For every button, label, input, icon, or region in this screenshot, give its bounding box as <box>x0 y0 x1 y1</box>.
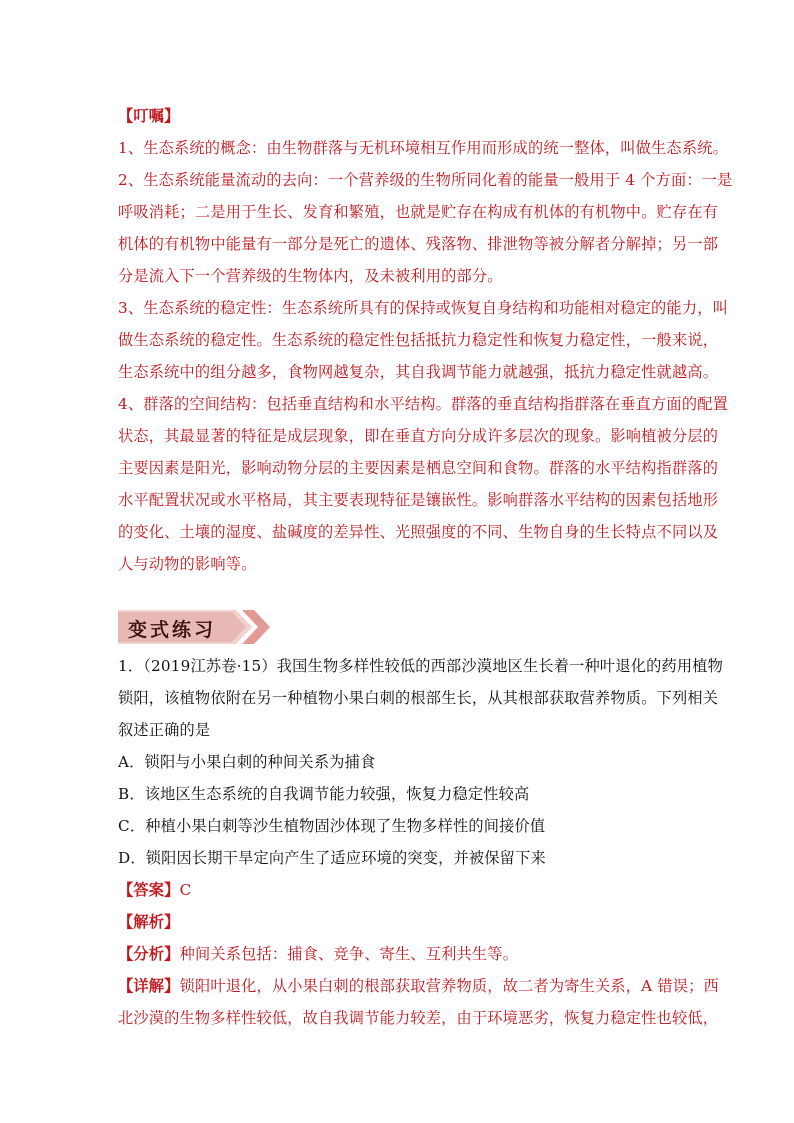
xiangjie-line: 北沙漠的生物多样性较低，故自我调节能力较差，由于环境恶劣，恢复力稳定性也较低， <box>118 1009 719 1027</box>
tip-line: 分是流入下一个营养级的生物体内，及未被利用的部分。 <box>118 267 503 285</box>
tip-line: 状态，其最显著的特征是成层现象，即在垂直方向分成许多层次的现象。影响植被分层的 <box>118 427 719 445</box>
option-d: D．锁阳因长期干旱定向产生了适应环境的突变，并被保留下来 <box>118 849 546 867</box>
xiangjie-label: 【详解】 <box>118 977 180 995</box>
option-c: C．种植小果白刺等沙生植物固沙体现了生物多样性的间接价值 <box>118 817 546 835</box>
tip-line: 机体的有机物中能量有一部分是死亡的遗体、残落物、排泄物等被分解者分解掉；另一部 <box>118 235 719 253</box>
tip-line: 3、生态系统的稳定性：生态系统所具有的保持或恢复自身结构和功能相对稳定的能力，叫 <box>118 299 728 317</box>
fenxi-label: 【分析】 <box>118 945 180 963</box>
option-b: B．该地区生态系统的自我调节能力较强，恢复力稳定性较高 <box>118 785 530 803</box>
answer-value: C <box>179 881 192 899</box>
tip-line: 2、生态系统能量流动的去向：一个营养级的生物所同化着的能量一般用于 4 个方面：一是 <box>118 171 733 189</box>
tip-line: 水平配置状况或水平格局，其主要表现特征是镶嵌性。影响群落水平结构的因素包括地形 <box>118 491 719 509</box>
answer-line <box>118 880 191 900</box>
tip-line: 的变化、土壤的湿度、盐碱度的差异性、光照强度的不同、生物自身的生长特点不同以及 <box>118 523 719 541</box>
banner-label: 变式练习 <box>128 619 217 641</box>
tip-line: 1、生态系统的概念：由生物群落与无机环境相互作用而形成的统一整体，叫做生态系统。 <box>118 139 728 157</box>
option-a: A．锁阳与小果白刺的种间关系为捕食 <box>118 753 376 771</box>
tip-line: 做生态系统的稳定性。生态系统的稳定性包括抵抗力稳定性和恢复力稳定性，一般来说， <box>118 331 719 349</box>
fenxi-line <box>118 944 518 964</box>
xiangjie-text: 锁阳叶退化，从小果白刺的根部获取营养物质，故二者为寄生关系，A 错误；西 <box>179 977 719 995</box>
question-stem-line: 锁阳，该植物依附在另一种植物小果白刺的根部生长，从其根部获取营养物质。下列相关 <box>118 689 719 707</box>
tip-line: 人与动物的影响等。 <box>118 555 257 573</box>
fenxi-text: 种间关系包括：捕食、竞争、寄生、互利共生等。 <box>179 945 519 963</box>
answer-label: 【答案】 <box>118 881 180 899</box>
tip-line: 呼吸消耗；二是用于生长、发育和繁殖，也就是贮存在构成有机体的有机物中。贮存在有 <box>118 203 719 221</box>
question-stem-line: 1．（2019江苏卷·15）我国生物多样性较低的西部沙漠地区生长着一种叶退化的药用植物 <box>118 657 724 675</box>
xiangjie-line <box>118 976 719 996</box>
tip-line: 4、群落的空间结构：包括垂直结构和水平结构。群落的垂直结构指群落在垂直方面的配置 <box>118 395 728 413</box>
tip-line: 主要因素是阳光，影响动物分层的主要因素是栖息空间和食物。群落的水平结构指群落的 <box>118 459 719 477</box>
question-stem-line: 叙述正确的是 <box>118 721 211 739</box>
tip-heading: 【叮嘱】 <box>118 107 180 125</box>
analysis-label: 【解析】 <box>118 913 180 931</box>
tip-line: 生态系统中的组分越多，食物网越复杂，其自我调节能力就越强，抵抗力稳定性就越高。 <box>118 363 719 381</box>
